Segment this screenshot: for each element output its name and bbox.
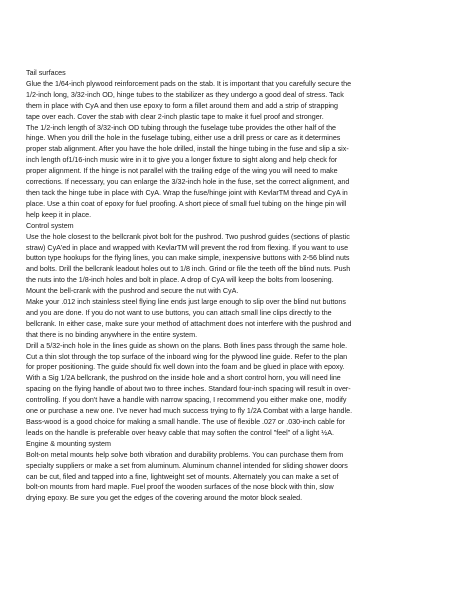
text-line: then tack the hinge tube in place with CyA. Wrap the fuse/hinge joint with KevlarTM thread and CyA in bbox=[26, 188, 348, 197]
text-line: Drill a 5/32-inch hole in the lines guide as shown on the plans. Both lines pass through the same hole. bbox=[26, 341, 348, 350]
text-line: proper alignment. If the hinge is not parallel with the trailing edge of the wing you will need to make bbox=[26, 167, 338, 176]
text-line: Make your .012 inch stainless steel flying line ends just large enough to slip over the blind nut buttons bbox=[26, 298, 346, 307]
text-line: Mount the bell-crank with the pushrod and secure the nut with CyA. bbox=[26, 287, 239, 296]
text-line: and you are done. If you do not want to use buttons, you can attach small line clips directly to the bbox=[26, 308, 332, 317]
text-line: for proper positioning. The guide should fix well down into the foam and be glued in place with epoxy. bbox=[26, 363, 345, 372]
text-line: and bolts. Drill the bellcrank leadout holes out to 1/8 inch. Grind or file the teeth off the blind nuts. Push bbox=[26, 265, 351, 274]
text-line: that there is no binding anywhere in the entire system. bbox=[26, 330, 198, 339]
text-line: With a Sig 1/2A bellcrank, the pushrod on the inside hole and a short control horn, you will need line bbox=[26, 374, 341, 383]
text-line: Bass-wood is a good choice for making a small handle. The use of flexible .027 or .030-inch cable for bbox=[26, 418, 345, 426]
text-line: tape over each. Cover the stab with clear 2-inch plastic tape to make it fuel proof and stronger. bbox=[26, 112, 324, 121]
text-line: Bolt-on metal mounts help solve both vibration and durability problems. You can purchase them from bbox=[26, 450, 344, 459]
text-line: place. Use a thin coat of epoxy for fuel proofing. A short piece of small fuel tubing on the hinge pin will bbox=[26, 199, 347, 208]
text-line: drying epoxy. Be sure you get the edges of the covering around the motor block sealed. bbox=[26, 494, 303, 503]
text-line: Cut a thin slot through the top surface of the inboard wing for the plywood line guide. Refer to the plan bbox=[26, 352, 348, 361]
text-line: hinge. When you drill the hole in the fuselage tubing, either use a drill press or care as it determines bbox=[26, 134, 341, 143]
text-line: straw) CyA'ed in place and wrapped with KevlarTM will prevent the rod from flexing. If you want to use bbox=[26, 243, 349, 252]
section-heading: Engine & mounting system bbox=[26, 439, 111, 448]
text-line: bellcrank. In either case, make sure your method of attachment does not interfere with the pushrod and bbox=[26, 319, 352, 328]
text-line: proper stab alignment. After you have the hole drilled, install the hinge tubing in the fuse and slip a six- bbox=[26, 145, 349, 154]
text-line: button type hookups for the flying lines, you can make simple, inexpensive buttons with 2-56 blind nuts bbox=[26, 254, 350, 263]
text-line: help keep it in place. bbox=[26, 210, 92, 219]
text-line: controlling. If you don't have a handle with narrow spacing, I recommend you either make one, modify bbox=[26, 396, 347, 405]
text-line: leads on the handle is preferable over heavy cable that may soften the control "feel" of a light ½A. bbox=[26, 428, 334, 437]
text-line: Glue the 1/64-inch plywood reinforcement pads on the stab. It is important that you carefully secure the bbox=[26, 79, 352, 88]
text-line: spacing on the flying handle of about two to three inches. Standard four-inch spacing will result in over- bbox=[26, 385, 351, 394]
text-line: inch length of1/16-inch music wire in it to give you a longer fixture to sight along and help check for bbox=[26, 156, 338, 165]
text-line: specialty suppliers or make a set from aluminum. Aluminum channel intended for sliding shower doors bbox=[26, 461, 348, 470]
text-line: 1/2-inch long, 3/32-inch OD, hinge tubes to the stabilizer as they undergo a good deal of stress. Tack bbox=[26, 90, 344, 99]
text-line: bolt-on mounts from hard maple. Fuel proof the wooden surfaces of the nose block with thin, slow bbox=[26, 483, 334, 492]
text-line: corrections. If necessary, you can enlarge the 3/32-inch hole in the fuse, set the correct alignment, and bbox=[26, 178, 350, 187]
text-line: them in place with CyA and then use epoxy to form a fillet around them and add a strip of strapping bbox=[26, 101, 338, 110]
text-line: can be cut, filed and tapped into a fine, lightweight set of mounts. Alternately you can make a set of bbox=[26, 472, 339, 481]
document-body bbox=[26, 68, 436, 504]
text-line: one or purchase a new one. I've never had much success trying to fly 1/2A Combat with a large handle. bbox=[26, 407, 353, 416]
text-line: Use the hole closest to the bellcrank pivot bolt for the pushrod. Two pushrod guides (sections of plastic bbox=[26, 232, 350, 241]
section-heading: Control system bbox=[26, 221, 74, 230]
text-line: the nuts into the 1/8-inch holes and bolt in place. A drop of CyA will keep the bolts from loosening. bbox=[26, 276, 334, 285]
section-heading: Tail surfaces bbox=[26, 69, 66, 77]
text-line: The 1/2-inch length of 3/32-inch OD tubing through the fuselage tube provides the other half of the bbox=[26, 123, 337, 132]
